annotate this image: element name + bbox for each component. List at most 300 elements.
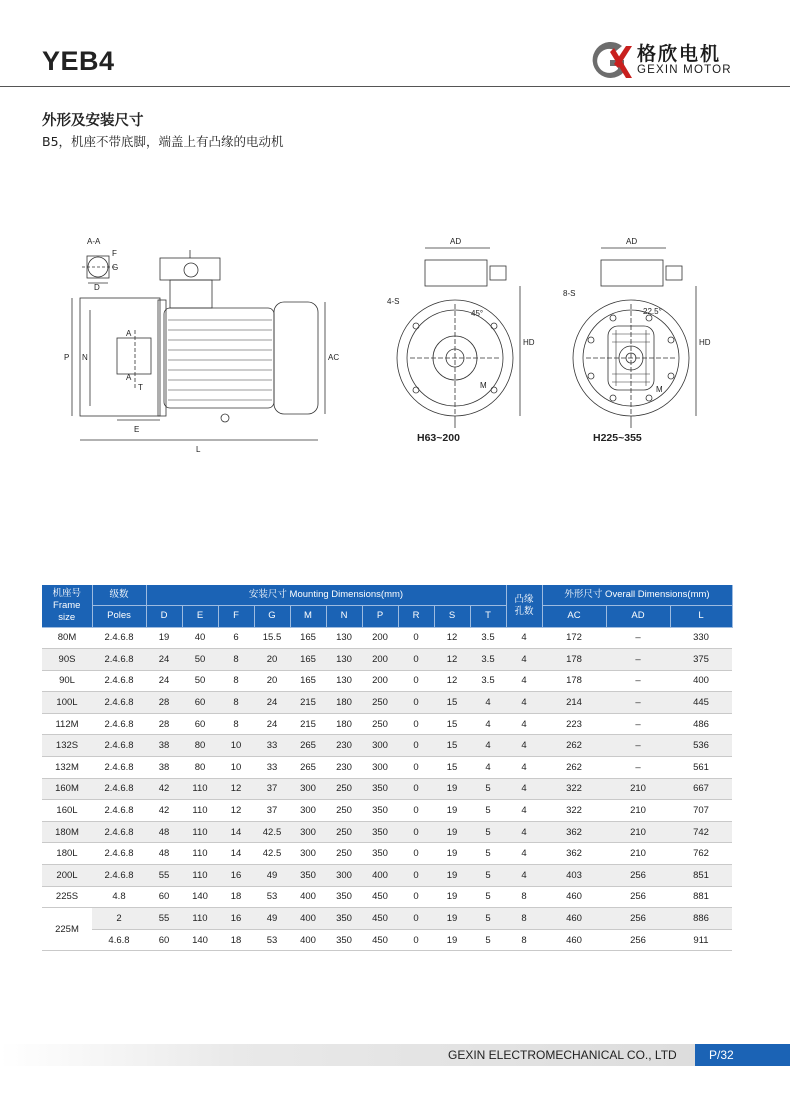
- cell-f: 8: [218, 713, 254, 735]
- cell-f: 8: [218, 649, 254, 671]
- cell-ac: 460: [542, 929, 606, 951]
- label-8s: 8-S: [563, 289, 576, 298]
- cell-r: 0: [398, 800, 434, 822]
- cell-r: 0: [398, 843, 434, 865]
- cell-ac: 322: [542, 778, 606, 800]
- cell-poles: 2.4.6.8: [92, 778, 146, 800]
- cell-g: 24: [254, 692, 290, 714]
- cell-ad: 256: [606, 908, 670, 930]
- cell-r: 0: [398, 757, 434, 779]
- cell-d: 60: [146, 929, 182, 951]
- cell-l: 911: [670, 929, 732, 951]
- cell-m: 400: [290, 886, 326, 908]
- cell-n: 250: [326, 778, 362, 800]
- cell-l: 445: [670, 692, 732, 714]
- cell-m: 350: [290, 865, 326, 887]
- label-ad-right: AD: [626, 237, 638, 246]
- cell-m: 215: [290, 713, 326, 735]
- cell-l: 851: [670, 865, 732, 887]
- table-row: [42, 821, 732, 843]
- cell-n: 300: [326, 865, 362, 887]
- cell-ac: 362: [542, 843, 606, 865]
- cell-l: 886: [670, 908, 732, 930]
- cell-m: 300: [290, 778, 326, 800]
- cell-ad: 210: [606, 821, 670, 843]
- cell-flange-holes: 4: [506, 843, 542, 865]
- table-row: [42, 908, 732, 930]
- cell-e: 50: [182, 670, 218, 692]
- cell-p: 200: [362, 649, 398, 671]
- cell-ac: 322: [542, 800, 606, 822]
- cell-e: 40: [182, 627, 218, 649]
- cell-ac: 403: [542, 865, 606, 887]
- cell-ad: –: [606, 627, 670, 649]
- cell-poles: 2.4.6.8: [92, 735, 146, 757]
- cell-g: 20: [254, 649, 290, 671]
- label-g: G: [112, 263, 119, 272]
- cell-g: 49: [254, 908, 290, 930]
- label-d: D: [94, 283, 100, 292]
- header-holes-cn1: 凸缘: [514, 593, 534, 605]
- cell-flange-holes: 4: [506, 649, 542, 671]
- col-n: N: [326, 605, 362, 627]
- cell-frame: 132S: [42, 735, 92, 757]
- label-n: N: [82, 353, 88, 362]
- cell-t: 3.5: [470, 670, 506, 692]
- cell-s: 15: [434, 757, 470, 779]
- dimensions-table: [42, 585, 733, 951]
- cell-p: 250: [362, 713, 398, 735]
- cell-s: 12: [434, 649, 470, 671]
- cell-t: 5: [470, 778, 506, 800]
- cell-e: 110: [182, 908, 218, 930]
- cell-s: 19: [434, 929, 470, 951]
- cell-ac: 214: [542, 692, 606, 714]
- cell-flange-holes: 4: [506, 713, 542, 735]
- cell-l: 536: [670, 735, 732, 757]
- cell-g: 24: [254, 713, 290, 735]
- cell-p: 250: [362, 692, 398, 714]
- header-holes-cn2: 孔数: [514, 605, 534, 617]
- cell-p: 400: [362, 865, 398, 887]
- header-frame-en1: Frame: [53, 599, 81, 611]
- cell-flange-holes: 4: [506, 757, 542, 779]
- cell-frame: 180M: [42, 821, 92, 843]
- cell-p: 300: [362, 757, 398, 779]
- cell-frame: 180L: [42, 843, 92, 865]
- label-45deg: 45°: [471, 309, 484, 318]
- cell-poles: 2.4.6.8: [92, 670, 146, 692]
- cell-m: 400: [290, 929, 326, 951]
- cell-ac: 178: [542, 670, 606, 692]
- cell-n: 180: [326, 713, 362, 735]
- cell-flange-holes: 8: [506, 886, 542, 908]
- cell-poles: 2.4.6.8: [92, 713, 146, 735]
- label-a-upper: A: [126, 329, 132, 338]
- cell-l: 561: [670, 757, 732, 779]
- cell-ad: –: [606, 757, 670, 779]
- cell-flange-holes: 4: [506, 865, 542, 887]
- table-body: [42, 627, 732, 951]
- cell-d: 38: [146, 735, 182, 757]
- cell-f: 16: [218, 865, 254, 887]
- cell-d: 60: [146, 886, 182, 908]
- col-d: D: [146, 605, 182, 627]
- cell-ad: –: [606, 713, 670, 735]
- cell-p: 350: [362, 800, 398, 822]
- cell-g: 37: [254, 778, 290, 800]
- caption-h63-200: H63~200: [417, 432, 460, 444]
- drawing-svg: [60, 230, 720, 460]
- cell-l: 762: [670, 843, 732, 865]
- footer-company: GEXIN ELECTROMECHANICAL CO., LTD: [448, 1048, 677, 1062]
- cell-f: 16: [218, 908, 254, 930]
- label-aa: A-A: [87, 237, 101, 246]
- cell-n: 180: [326, 692, 362, 714]
- cell-e: 60: [182, 713, 218, 735]
- cell-ad: 256: [606, 929, 670, 951]
- cell-r: 0: [398, 886, 434, 908]
- cell-t: 4: [470, 735, 506, 757]
- cell-frame: 90L: [42, 670, 92, 692]
- cell-g: 33: [254, 735, 290, 757]
- cell-ac: 460: [542, 886, 606, 908]
- cell-m: 165: [290, 670, 326, 692]
- cell-r: 0: [398, 735, 434, 757]
- cell-e: 110: [182, 778, 218, 800]
- label-4s: 4-S: [387, 297, 400, 306]
- cell-f: 18: [218, 886, 254, 908]
- cell-r: 0: [398, 821, 434, 843]
- cell-ac: 223: [542, 713, 606, 735]
- header-flange-holes: [506, 585, 542, 627]
- cell-p: 450: [362, 929, 398, 951]
- cell-t: 3.5: [470, 649, 506, 671]
- cell-s: 15: [434, 713, 470, 735]
- cell-r: 0: [398, 908, 434, 930]
- header-poles-cn: 级数: [92, 585, 146, 605]
- cell-n: 350: [326, 908, 362, 930]
- cell-flange-holes: 4: [506, 800, 542, 822]
- cell-p: 300: [362, 735, 398, 757]
- cell-ad: 256: [606, 886, 670, 908]
- cell-poles: 2.4.6.8: [92, 757, 146, 779]
- col-l: L: [670, 605, 732, 627]
- cell-e: 110: [182, 821, 218, 843]
- cell-n: 130: [326, 670, 362, 692]
- cell-f: 6: [218, 627, 254, 649]
- label-t: T: [138, 383, 143, 392]
- cell-p: 350: [362, 821, 398, 843]
- cell-poles: 2.4.6.8: [92, 627, 146, 649]
- table-row: [42, 670, 732, 692]
- header-divider: [0, 86, 790, 87]
- cell-r: 0: [398, 692, 434, 714]
- cell-ac: 460: [542, 908, 606, 930]
- cell-m: 165: [290, 627, 326, 649]
- cell-poles: 4.6.8: [92, 929, 146, 951]
- cell-l: 742: [670, 821, 732, 843]
- col-g: G: [254, 605, 290, 627]
- table-row: [42, 886, 732, 908]
- cell-ad: 210: [606, 800, 670, 822]
- cell-d: 42: [146, 778, 182, 800]
- cell-m: 300: [290, 800, 326, 822]
- cell-ad: –: [606, 670, 670, 692]
- cell-d: 19: [146, 627, 182, 649]
- cell-t: 5: [470, 800, 506, 822]
- motor-outline-drawing: [60, 230, 720, 460]
- cell-poles: 2.4.6.8: [92, 692, 146, 714]
- cell-t: 5: [470, 929, 506, 951]
- cell-l: 667: [670, 778, 732, 800]
- label-ad-left: AD: [450, 237, 462, 246]
- cell-m: 215: [290, 692, 326, 714]
- cell-e: 80: [182, 735, 218, 757]
- cell-l: 400: [670, 670, 732, 692]
- cell-s: 15: [434, 692, 470, 714]
- cell-f: 12: [218, 778, 254, 800]
- cell-e: 50: [182, 649, 218, 671]
- label-hd-right: HD: [699, 338, 711, 347]
- cell-s: 15: [434, 735, 470, 757]
- cell-f: 8: [218, 670, 254, 692]
- cell-ac: 262: [542, 735, 606, 757]
- cell-m: 165: [290, 649, 326, 671]
- cell-d: 28: [146, 713, 182, 735]
- table-row: [42, 757, 732, 779]
- cell-e: 140: [182, 929, 218, 951]
- label-ac: AC: [328, 353, 340, 362]
- cell-t: 4: [470, 757, 506, 779]
- cell-d: 48: [146, 843, 182, 865]
- cell-s: 19: [434, 886, 470, 908]
- label-225deg: 22.5°: [643, 307, 662, 316]
- cell-poles: 2.4.6.8: [92, 843, 146, 865]
- cell-s: 19: [434, 865, 470, 887]
- cell-f: 10: [218, 735, 254, 757]
- cell-n: 350: [326, 929, 362, 951]
- cell-n: 230: [326, 757, 362, 779]
- cell-l: 486: [670, 713, 732, 735]
- cell-frame: 200L: [42, 865, 92, 887]
- cell-poles: 2: [92, 908, 146, 930]
- cell-ad: 210: [606, 778, 670, 800]
- cell-frame: 225S: [42, 886, 92, 908]
- label-hd-left: HD: [523, 338, 535, 347]
- cell-n: 350: [326, 886, 362, 908]
- table-row: [42, 800, 732, 822]
- cell-t: 4: [470, 713, 506, 735]
- cell-f: 10: [218, 757, 254, 779]
- cell-flange-holes: 4: [506, 627, 542, 649]
- table-row: [42, 865, 732, 887]
- cell-e: 60: [182, 692, 218, 714]
- cell-l: 375: [670, 649, 732, 671]
- cell-g: 15.5: [254, 627, 290, 649]
- cell-flange-holes: 8: [506, 908, 542, 930]
- cell-frame: 132M: [42, 757, 92, 779]
- header-poles-en: Poles: [92, 605, 146, 627]
- table-row: [42, 735, 732, 757]
- cell-ad: 210: [606, 843, 670, 865]
- cell-r: 0: [398, 627, 434, 649]
- cell-f: 12: [218, 800, 254, 822]
- cell-ad: –: [606, 692, 670, 714]
- cell-e: 80: [182, 757, 218, 779]
- cell-flange-holes: 4: [506, 735, 542, 757]
- cell-g: 42.5: [254, 821, 290, 843]
- col-e: E: [182, 605, 218, 627]
- col-r: R: [398, 605, 434, 627]
- cell-ac: 178: [542, 649, 606, 671]
- cell-m: 265: [290, 757, 326, 779]
- cell-m: 300: [290, 821, 326, 843]
- label-a-lower: A: [126, 373, 132, 382]
- cell-s: 19: [434, 800, 470, 822]
- section-subtitle: B5，机座不带底脚，端盖上有凸缘的电动机: [42, 134, 284, 149]
- cell-l: 707: [670, 800, 732, 822]
- cell-n: 130: [326, 649, 362, 671]
- cell-s: 12: [434, 670, 470, 692]
- cell-s: 19: [434, 821, 470, 843]
- cell-flange-holes: 4: [506, 778, 542, 800]
- cell-p: 350: [362, 843, 398, 865]
- cell-f: 18: [218, 929, 254, 951]
- table-row: [42, 778, 732, 800]
- cell-l: 330: [670, 627, 732, 649]
- cell-r: 0: [398, 649, 434, 671]
- header-mounting: 安装尺寸 Mounting Dimensions(mm): [146, 585, 506, 605]
- col-m: M: [290, 605, 326, 627]
- logo-chinese-name: 格欣电机: [637, 43, 722, 65]
- cell-f: 14: [218, 843, 254, 865]
- label-l: L: [196, 445, 201, 454]
- cell-p: 200: [362, 627, 398, 649]
- cell-f: 8: [218, 692, 254, 714]
- label-p: P: [64, 353, 70, 362]
- cell-flange-holes: 4: [506, 821, 542, 843]
- cell-flange-holes: 4: [506, 670, 542, 692]
- cell-s: 19: [434, 908, 470, 930]
- cell-s: 12: [434, 627, 470, 649]
- cell-frame: 90S: [42, 649, 92, 671]
- cell-d: 42: [146, 800, 182, 822]
- label-e: E: [134, 425, 140, 434]
- cell-ac: 362: [542, 821, 606, 843]
- cell-n: 250: [326, 843, 362, 865]
- cell-f: 14: [218, 821, 254, 843]
- cell-frame: 100L: [42, 692, 92, 714]
- cell-ad: –: [606, 735, 670, 757]
- cell-d: 24: [146, 649, 182, 671]
- col-t: T: [470, 605, 506, 627]
- cell-r: 0: [398, 670, 434, 692]
- col-p: P: [362, 605, 398, 627]
- cell-g: 20: [254, 670, 290, 692]
- col-s: S: [434, 605, 470, 627]
- cell-frame: 112M: [42, 713, 92, 735]
- page-number: P/32: [695, 1044, 790, 1066]
- cell-flange-holes: 4: [506, 692, 542, 714]
- cell-d: 38: [146, 757, 182, 779]
- cell-ac: 172: [542, 627, 606, 649]
- header-overall: 外形尺寸 Overall Dimensions(mm): [542, 585, 732, 605]
- logo-english-name: GEXIN MOTOR: [637, 64, 732, 76]
- cell-r: 0: [398, 929, 434, 951]
- cell-m: 400: [290, 908, 326, 930]
- cell-p: 450: [362, 886, 398, 908]
- cell-d: 55: [146, 908, 182, 930]
- cell-flange-holes: 8: [506, 929, 542, 951]
- cell-g: 37: [254, 800, 290, 822]
- cell-d: 24: [146, 670, 182, 692]
- header-frame-en2: size: [58, 611, 76, 623]
- cell-r: 0: [398, 778, 434, 800]
- cell-t: 5: [470, 843, 506, 865]
- header-frame-size: [42, 585, 92, 627]
- cell-ad: –: [606, 649, 670, 671]
- col-ac: AC: [542, 605, 606, 627]
- label-m-right: M: [656, 385, 663, 394]
- cell-e: 110: [182, 865, 218, 887]
- cell-t: 5: [470, 886, 506, 908]
- cell-poles: 4.8: [92, 886, 146, 908]
- table-row: [42, 692, 732, 714]
- label-f: F: [112, 249, 117, 258]
- label-m-left: M: [480, 381, 487, 390]
- cell-poles: 2.4.6.8: [92, 649, 146, 671]
- page-title: YEB4: [42, 46, 115, 76]
- cell-r: 0: [398, 865, 434, 887]
- table-row: [42, 627, 732, 649]
- cell-p: 350: [362, 778, 398, 800]
- cell-n: 250: [326, 800, 362, 822]
- cell-t: 5: [470, 865, 506, 887]
- cell-t: 5: [470, 821, 506, 843]
- cell-p: 450: [362, 908, 398, 930]
- cell-e: 110: [182, 843, 218, 865]
- table-row: [42, 649, 732, 671]
- cell-d: 28: [146, 692, 182, 714]
- cell-r: 0: [398, 713, 434, 735]
- cell-ac: 262: [542, 757, 606, 779]
- cell-frame: 225M: [42, 908, 92, 951]
- cell-n: 230: [326, 735, 362, 757]
- cell-p: 200: [362, 670, 398, 692]
- cell-ad: 256: [606, 865, 670, 887]
- cell-n: 130: [326, 627, 362, 649]
- table-row: [42, 929, 732, 951]
- cell-g: 49: [254, 865, 290, 887]
- cell-g: 33: [254, 757, 290, 779]
- cell-poles: 2.4.6.8: [92, 821, 146, 843]
- cell-t: 4: [470, 692, 506, 714]
- cell-e: 140: [182, 886, 218, 908]
- cell-m: 265: [290, 735, 326, 757]
- cell-frame: 160M: [42, 778, 92, 800]
- cell-l: 881: [670, 886, 732, 908]
- cell-frame: 80M: [42, 627, 92, 649]
- cell-g: 53: [254, 929, 290, 951]
- cell-d: 55: [146, 865, 182, 887]
- col-f: F: [218, 605, 254, 627]
- section-title: 外形及安装尺寸: [42, 113, 144, 129]
- cell-poles: 2.4.6.8: [92, 865, 146, 887]
- cell-g: 53: [254, 886, 290, 908]
- cell-e: 110: [182, 800, 218, 822]
- cell-g: 42.5: [254, 843, 290, 865]
